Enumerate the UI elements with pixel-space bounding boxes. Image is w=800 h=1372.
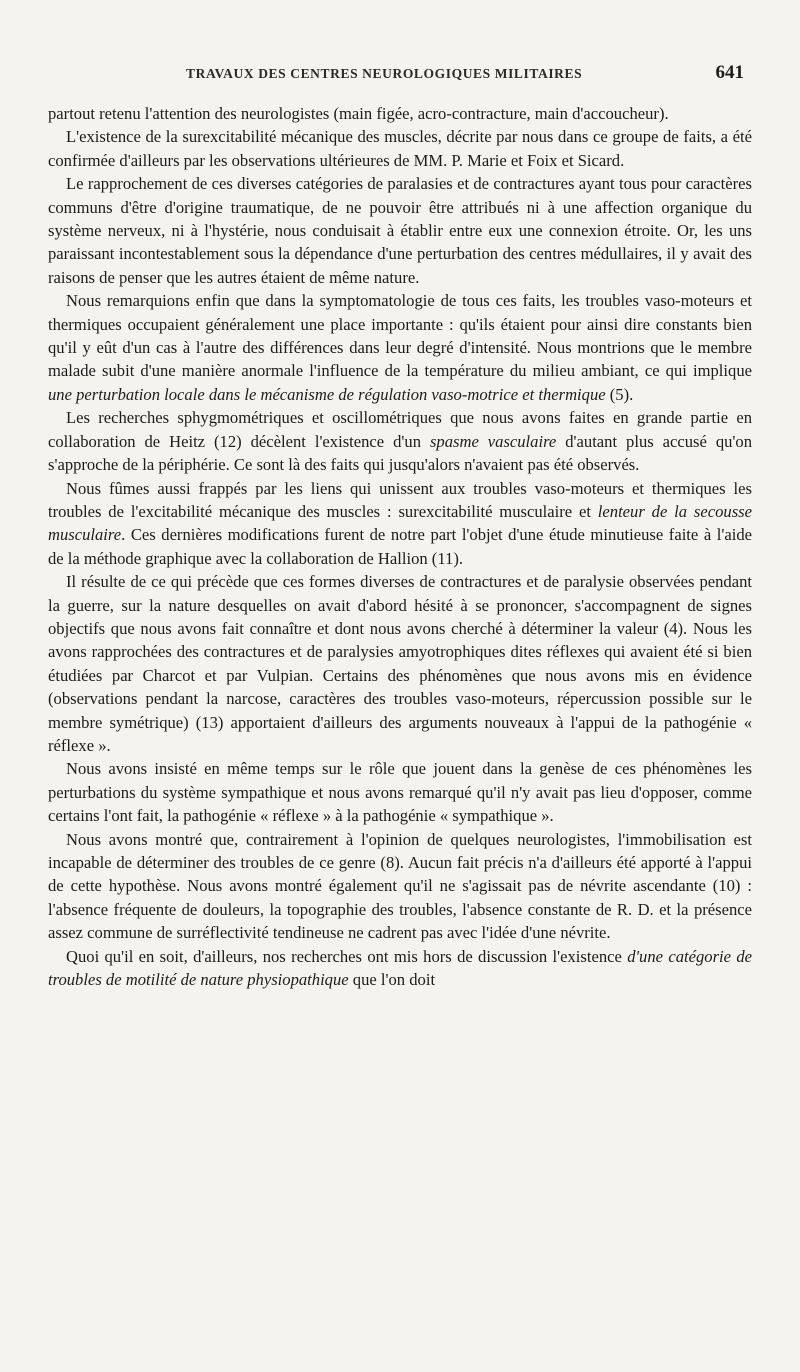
- text-segment: Nous avons insisté en même temps sur le rôle que jouent dans la genèse de ces phénomènes les perturbations du système sympathique et nous avons remarqué qu'il n'y avait pas lieu d'opposer, comme certains l'ont fait, la pathogénie « réflexe » à la pathogénie « sympathique ».: [48, 759, 752, 826]
- text-segment: Nous avons montré que, contrairement à l'opinion de quelques neurologistes, l'immobilisation est incapable de déterminer des troubles de ce genre (8). Aucun fait précis n'a d'ailleurs été apporté à l'appui de cette hypothèse. Nous avons montré également qu'il ne s'agissait pas de névrite ascendante (10) : l'absence fréquente de douleurs, la topographie des troubles, l'absence constante de R. D. et la présence assez commune de surréflectivité tendineuse ne cadrent pas avec l'idée d'une névrite.: [48, 829, 752, 943]
- page-number: 641: [715, 62, 744, 83]
- paragraph: [48, 406, 752, 476]
- text-segment: Nous remarquions enfin que dans la symptomatologie de tous ces faits, les troubles vaso-moteurs et thermiques occupaient généralement une place importante : qu'ils étaient pour ainsi dire constants bien qu'il y eût d'un cas à l'autre des différences dans leur degré d'intensité. Nous montrions que le membre malade subit d'une manière anormale l'influence de la température du milieu ambiant, ce qui implique: [48, 291, 752, 381]
- italic-text: lenteur de la secousse musculaire: [48, 501, 752, 545]
- text-segment: Quoi qu'il en soit, d'ailleurs, nos recherches ont mis hors de discussion l'existence: [66, 946, 628, 966]
- paragraph: [48, 570, 752, 757]
- italic-text: spasme vasculaire: [429, 431, 557, 451]
- paragraph: [48, 477, 752, 571]
- paragraph: [48, 828, 752, 945]
- text-segment: Le rapprochement de ces diverses catégories de paralasies et de contractures ayant tous pour caractères communs d'être d'origine traumatique, de ne pouvoir être attribués ni à une affection organique du système nerveux, ni à l'hystérie, nous conduisait à établir entre eux une connexion étroite. Or, les uns paraissant incontestablement sous la dépendance d'une perturbation des centres médullaires, il y avait des raisons de penser que les autres étaient de même nature.: [48, 174, 752, 287]
- text-segment: L'existence de la surexcitabilité mécanique des muscles, décrite par nous dans ce groupe de faits, a été confirmée d'ailleurs par les observations ultérieures de MM. P. Marie et Foix et Sicard.: [48, 127, 752, 170]
- text-segment: d'autant plus accusé qu'on s'approche de la périphérie. Ce sont là des faits qui jusqu'alors n'avaient pas été observés.: [48, 431, 752, 475]
- paragraph: [48, 102, 752, 125]
- paragraph: [48, 945, 752, 992]
- running-title: TRAVAUX DES CENTRES NEUROLOGIQUES MILITAIRES: [186, 66, 583, 81]
- italic-text: d'une catégorie de troubles de motilité de nature physiopathique: [48, 946, 752, 990]
- text-segment: Il résulte de ce qui précède que ces formes diverses de contractures et de paralysie observées pendant la guerre, sur la nature desquelles on avait d'abord hésité à se prononcer, s'accompagnent de signes objectifs que nous avons fait connaître et dont nous avons cherché à déterminer la valeur (4). Nous les avons rapprochées des contractures et de paralysies amyotrophiques dites réflexes qui avaient été si bien étudiées par Charcot et par Vulpian. Certains des phénomènes que nous avons mis en évidence (observations pendant la narcose, caractères des troubles vaso-moteurs, répercussion possible sur le membre symétrique) (13) apportaient d'ailleurs des arguments nouveaux à l'appui de la pathogénie « réflexe ».: [48, 572, 752, 755]
- text-segment: Nous fûmes aussi frappés par les liens qui unissent aux troubles vaso-moteurs et thermiques les troubles de l'excitabilité mécanique des muscles : surexcitabilité musculaire et: [48, 478, 752, 521]
- italic-text: une perturbation locale dans le mécanisme de régulation vaso-motrice et thermique: [48, 384, 606, 404]
- paragraph: [48, 757, 752, 827]
- text-segment: (5).: [605, 384, 634, 404]
- text-segment: partout retenu l'attention des neurologistes (main figée, acro-contracture, main d'accoucheur).: [48, 104, 669, 123]
- text-segment: . Ces dernières modifications furent de notre part l'objet d'une étude minutieuse faite à l'aide de la méthode graphique avec la collaboration de Hallion (11).: [48, 525, 752, 568]
- paragraph: [48, 172, 752, 289]
- paragraph: [48, 289, 752, 406]
- body-text: [48, 102, 752, 991]
- paragraph: [48, 125, 752, 172]
- text-segment: que l'on doit: [348, 970, 436, 990]
- text-segment: Les recherches sphygmométriques et oscillométriques que nous avons faites en grande partie en collaboration de Heitz (12) décèlent l'existence d'un: [48, 408, 752, 451]
- page-header: [48, 62, 752, 88]
